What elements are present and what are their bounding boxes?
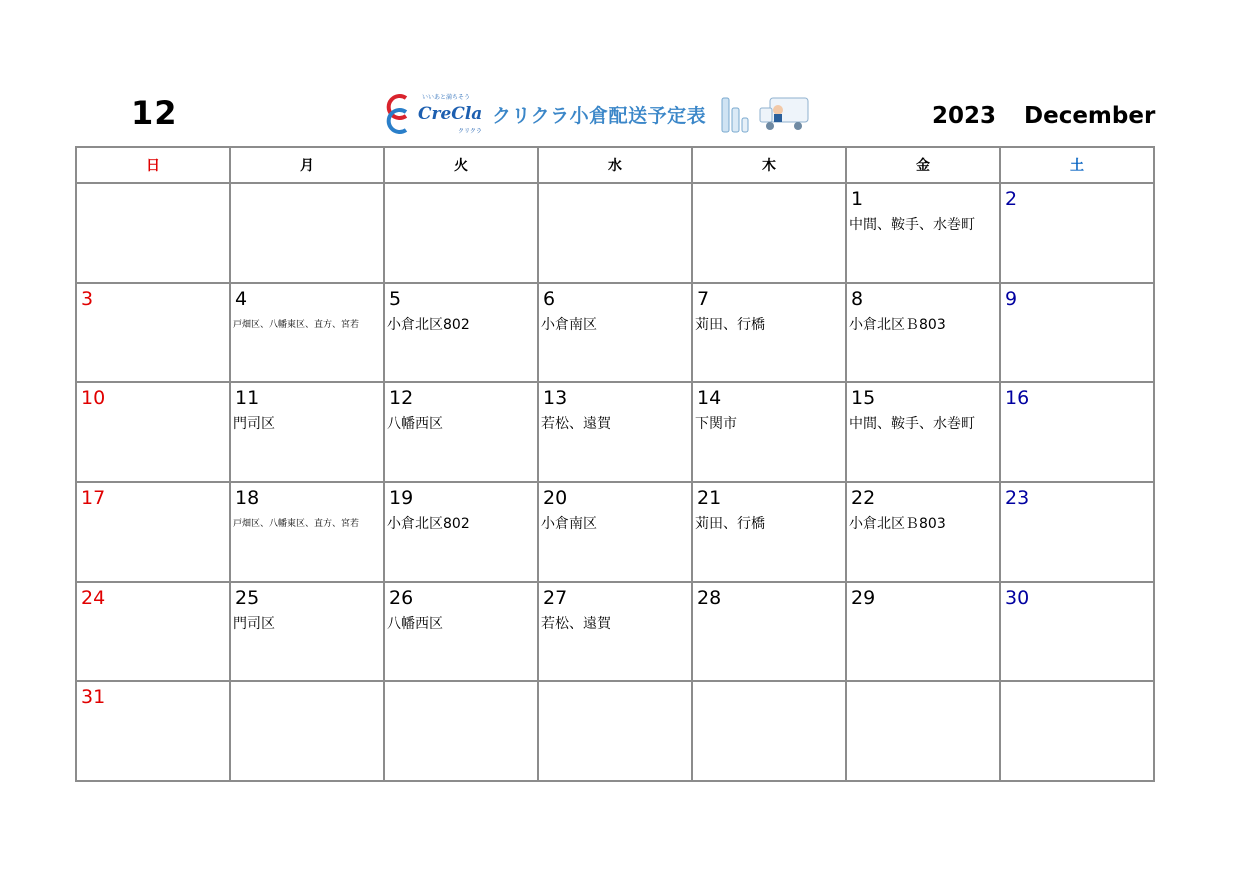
week-row: [76, 482, 1154, 582]
day-cell: [76, 582, 230, 682]
logo-kana: クリクラ: [458, 128, 482, 135]
day-cell: [384, 382, 538, 482]
day-number: 5: [389, 287, 402, 310]
day-number: 16: [1005, 387, 1030, 410]
day-number: 25: [235, 586, 260, 609]
day-cell: [76, 482, 230, 582]
month-name-label: December: [1024, 103, 1156, 129]
month-number: 12: [131, 94, 178, 132]
schedule-title: クリクラ小倉配送予定表: [492, 104, 707, 127]
day-number: 7: [697, 287, 710, 310]
day-cell: [230, 482, 384, 582]
brand-logo: [386, 90, 846, 138]
water-bottle-icon: [720, 94, 750, 134]
day-cell: [1000, 582, 1154, 682]
delivery-area-note: 小倉北区802: [387, 515, 470, 532]
delivery-area-note: 小倉南区: [541, 515, 597, 532]
delivery-area-note: 苅田、行橋: [695, 515, 765, 532]
day-cell: [230, 283, 384, 383]
day-cell: [384, 681, 538, 781]
day-number: 1: [851, 188, 864, 210]
day-cell: [1000, 482, 1154, 582]
day-cell: [538, 283, 692, 383]
week-row: [76, 681, 1154, 781]
day-cell: [538, 582, 692, 682]
delivery-area-note: 八幡西区: [387, 615, 443, 632]
day-cell: [846, 283, 1000, 383]
day-cell: [1000, 681, 1154, 781]
week-row: [76, 283, 1154, 383]
delivery-area-note: 苅田、行橋: [695, 316, 765, 333]
delivery-area-note: 戸畑区、八幡東区、直方、宮若: [233, 319, 360, 330]
day-cell: [384, 183, 538, 283]
weekday-tue: 火: [384, 147, 538, 183]
day-number: 31: [81, 686, 106, 709]
day-number: 17: [81, 486, 106, 509]
weekday-sun: 日: [76, 147, 230, 183]
day-number: 23: [1005, 486, 1030, 509]
delivery-truck-icon: [756, 94, 812, 134]
delivery-area-note: 中間、鞍手、水巻町: [849, 217, 975, 233]
delivery-area-note: 門司区: [233, 615, 275, 632]
day-number: 21: [697, 486, 722, 509]
day-number: 27: [543, 586, 568, 609]
day-number: 29: [851, 586, 876, 609]
weekday-thu: 木: [692, 147, 846, 183]
day-number: 13: [543, 387, 568, 410]
week-row: [76, 582, 1154, 682]
day-number: 15: [851, 387, 876, 410]
day-number: 26: [389, 586, 414, 609]
day-number: 10: [81, 387, 106, 410]
day-cell: [538, 183, 692, 283]
day-cell: [76, 382, 230, 482]
day-cell: [846, 183, 1000, 283]
day-number: 3: [81, 287, 94, 310]
weekday-sat: 土: [1000, 147, 1154, 183]
year-label: 2023: [932, 103, 997, 129]
day-cell: [692, 382, 846, 482]
day-cell: [76, 283, 230, 383]
delivery-area-note: 小倉北区Ｂ803: [849, 515, 946, 532]
calendar-grid: [75, 146, 1155, 782]
day-number: 18: [235, 486, 260, 509]
day-cell: [1000, 382, 1154, 482]
day-number: 19: [389, 486, 414, 509]
day-cell: [384, 283, 538, 383]
weekday-fri: 金: [846, 147, 1000, 183]
logo-illustration: [720, 94, 812, 134]
crecla-c-logo-icon: [386, 92, 412, 136]
day-cell: [692, 582, 846, 682]
day-number: 30: [1005, 586, 1030, 609]
day-number: 8: [851, 287, 864, 310]
weekday-header-row: [76, 147, 1154, 183]
day-cell: [384, 582, 538, 682]
logo-tagline: いいあと満ちそう: [422, 94, 471, 101]
delivery-area-note: 戸畑区、八幡東区、直方、宮若: [233, 518, 360, 529]
day-cell: [692, 681, 846, 781]
day-number: 14: [697, 387, 722, 410]
day-cell: [230, 183, 384, 283]
logo-wordmark: [418, 92, 488, 136]
day-cell: [1000, 283, 1154, 383]
day-cell: [76, 681, 230, 781]
day-cell: [384, 482, 538, 582]
day-cell: [76, 183, 230, 283]
delivery-area-note: 門司区: [233, 416, 275, 433]
day-cell: [846, 681, 1000, 781]
day-cell: [692, 482, 846, 582]
day-cell: [538, 681, 692, 781]
delivery-area-note: 若松、遠賀: [541, 615, 611, 632]
day-number: 28: [697, 586, 722, 609]
day-cell: [692, 283, 846, 383]
day-cell: [846, 582, 1000, 682]
day-number: 11: [235, 387, 260, 410]
day-number: 4: [235, 287, 248, 310]
delivery-area-note: 小倉北区Ｂ803: [849, 316, 946, 333]
delivery-area-note: 下関市: [695, 416, 737, 433]
week-row: [76, 382, 1154, 482]
day-number: 6: [543, 287, 556, 310]
day-number: 2: [1005, 188, 1018, 210]
delivery-area-note: 小倉南区: [541, 316, 597, 333]
day-number: 22: [851, 486, 876, 509]
weekday-mon: 月: [230, 147, 384, 183]
week-row: [76, 183, 1154, 283]
day-number: 12: [389, 387, 414, 410]
weekday-wed: 水: [538, 147, 692, 183]
day-cell: [230, 681, 384, 781]
logo-name: CreCla: [418, 104, 483, 124]
day-number: 9: [1005, 287, 1018, 310]
day-cell: [538, 382, 692, 482]
day-cell: [846, 382, 1000, 482]
day-cell: [1000, 183, 1154, 283]
delivery-area-note: 小倉北区802: [387, 316, 470, 333]
day-cell: [230, 582, 384, 682]
day-cell: [230, 382, 384, 482]
day-cell: [538, 482, 692, 582]
delivery-area-note: 若松、遠賀: [541, 416, 611, 433]
day-cell: [692, 183, 846, 283]
day-cell: [846, 482, 1000, 582]
day-number: 24: [81, 586, 106, 609]
day-number: 20: [543, 486, 568, 509]
delivery-area-note: 八幡西区: [387, 416, 443, 433]
delivery-area-note: 中間、鞍手、水巻町: [849, 416, 975, 433]
